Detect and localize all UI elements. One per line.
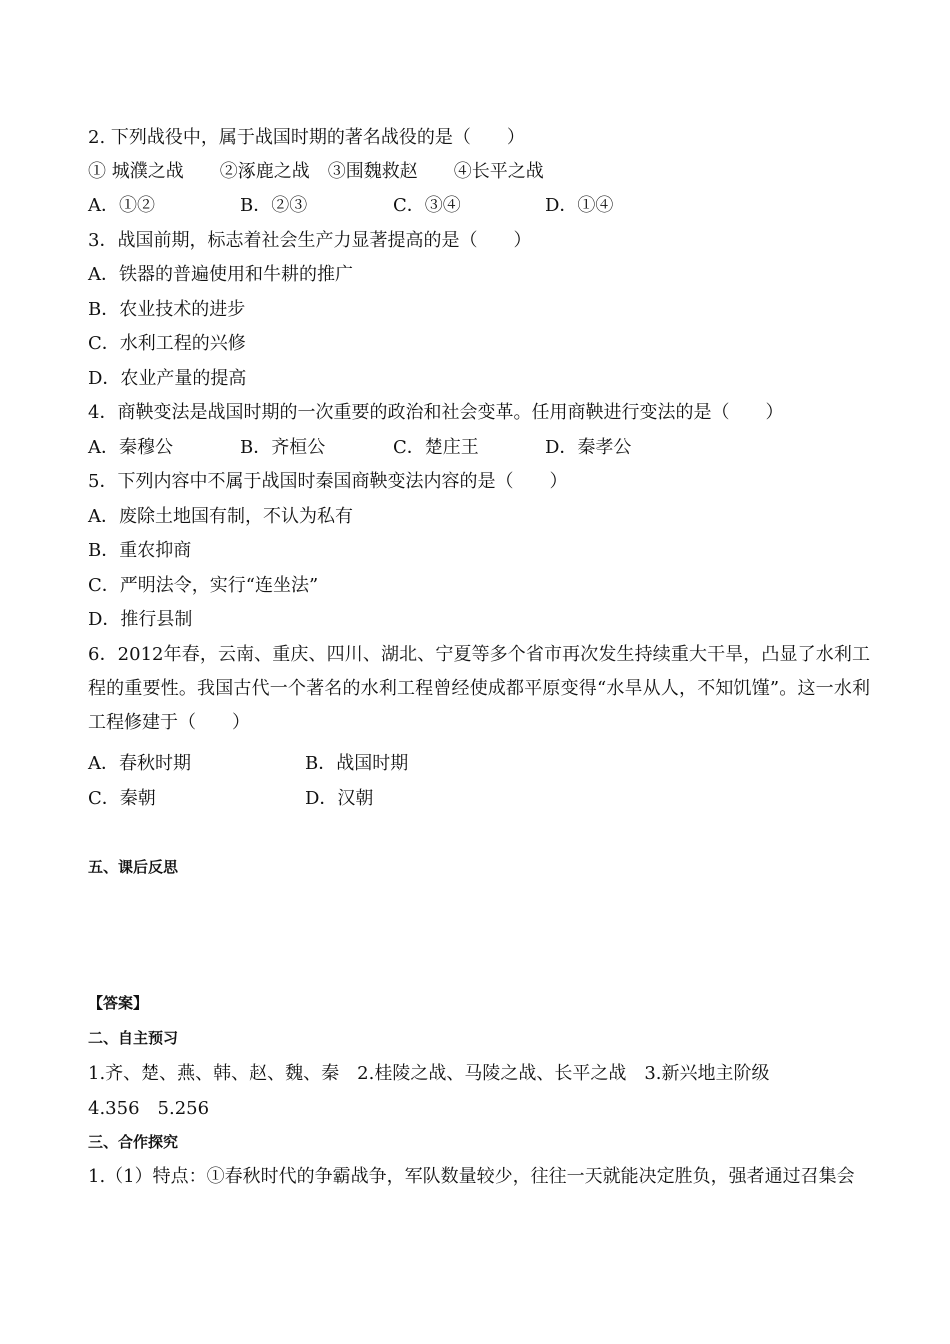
- section-5-heading: 五、课后反思: [88, 858, 179, 876]
- question-3-option-d: D．农业产量的提高: [88, 368, 247, 389]
- question-5-option-d: D．推行县制: [88, 609, 193, 630]
- question-6-option-a: A．春秋时期: [88, 753, 191, 774]
- question-3-option-a: A．铁器的普遍使用和牛耕的推广: [88, 264, 353, 285]
- question-2-items: ① 城濮之战 ②涿鹿之战 ③围魏救赵 ④长平之战: [88, 161, 544, 182]
- answers-section-3-heading: 三、合作探究: [88, 1133, 179, 1151]
- question-6-option-d: D．汉朝: [305, 788, 374, 809]
- question-5-option-a: A．废除土地国有制，不认为私有: [88, 506, 353, 527]
- question-2-option-c: C．③④: [393, 195, 461, 216]
- question-3-option-c: C．水利工程的兴修: [88, 333, 246, 354]
- question-5-stem: 5．下列内容中不属于战国时秦国商鞅变法内容的是（ ）: [88, 471, 568, 492]
- question-4-option-b: B．齐桓公: [240, 437, 326, 458]
- question-5-option-b: B．重农抑商: [88, 540, 192, 561]
- answers-section-2-heading: 二、自主预习: [88, 1029, 179, 1047]
- question-2-stem: 2. 下列战役中，属于战国时期的著名战役的是（ ）: [88, 127, 525, 148]
- question-3-stem: 3．战国前期，标志着社会生产力显著提高的是（ ）: [88, 230, 532, 251]
- answers-section-2-line-1: 1.齐、楚、燕、韩、赵、魏、秦 2.桂陵之战、马陵之战、长平之战 3.新兴地主阶级: [88, 1063, 770, 1084]
- answers-heading: 【答案】: [88, 994, 149, 1012]
- question-6-stem: 6．2012年春，云南、重庆、四川、湖北、宁夏等多个省市再次发生持续重大干旱，凸显了水利工程的重要性。我国古代一个著名的水利工程曾经使成都平原变得“水旱从人，不知饥馑”。这一水利工程修建于（ ）: [88, 644, 870, 733]
- question-4-stem: 4．商鞅变法是战国时期的一次重要的政治和社会变革。任用商鞅进行变法的是（ ）: [88, 402, 784, 423]
- question-6-option-c: C．秦朝: [88, 788, 156, 809]
- question-4-option-c: C．楚庄王: [393, 437, 479, 458]
- question-2-option-a: A．①②: [88, 195, 155, 216]
- answers-section-3-line-1: 1.（1）特点：①春秋时代的争霸战争，军队数量较少，往往一天就能决定胜负，强者通过召集会: [88, 1166, 855, 1187]
- question-6-option-b: B．战国时期: [305, 753, 409, 774]
- question-4-option-a: A．秦穆公: [88, 437, 173, 458]
- question-5-option-c: C．严明法令，实行“连坐法”: [88, 575, 319, 596]
- question-3-option-b: B．农业技术的进步: [88, 299, 246, 320]
- answers-section-2-line-2: 4.356 5.256: [88, 1098, 210, 1119]
- question-2-option-d: D．①④: [545, 195, 614, 216]
- question-4-option-d: D．秦孝公: [545, 437, 632, 458]
- question-2-option-b: B．②③: [240, 195, 308, 216]
